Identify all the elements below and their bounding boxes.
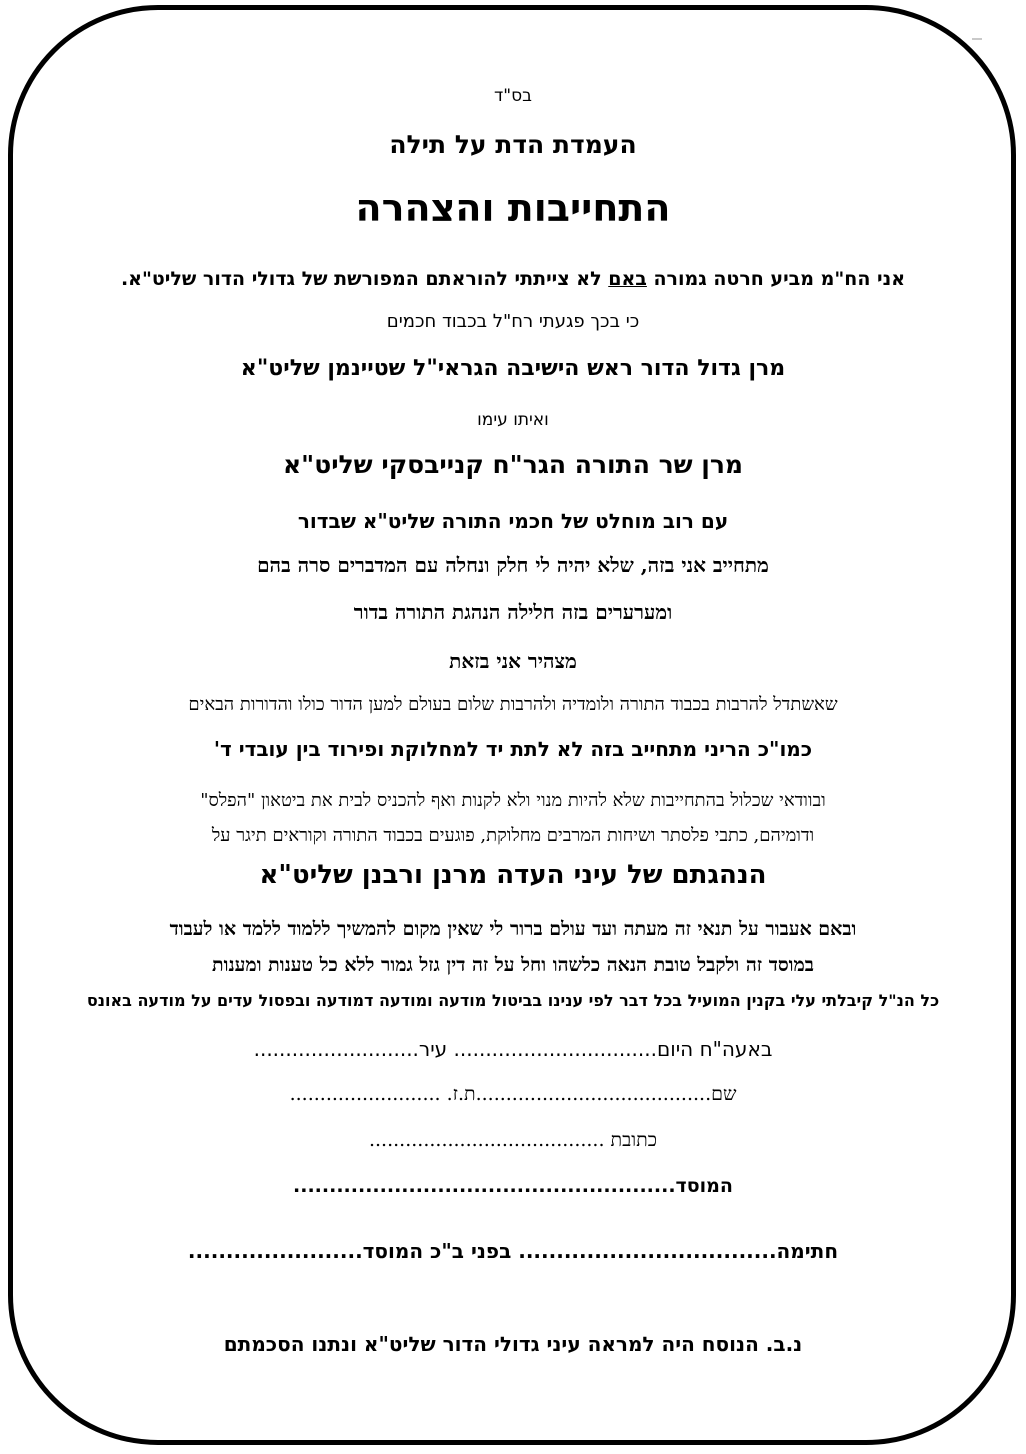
- paragraph-rabbi-kanievsky: מרן שר התורה הגר"ח קנייבסקי שליט"א: [282, 450, 744, 479]
- form-line-date-city: באעה"ח היום................................ עיר..........................: [253, 1037, 773, 1061]
- paragraph-kinyan: כל הנ"ל קיבלתי עלי בקנין המועיל בכל דבר לפי ענינו בביטול מודעה ומודעה דמודעה ובפסול עדים על מודעה באונס: [86, 991, 940, 1010]
- scan-artifact: [972, 38, 982, 40]
- paragraph-hapeles: [70, 783, 956, 853]
- paragraph-rabbi-steinman: מרן גדול הדור ראש הישיבה הגראי"ל שטיינמן שליט"א: [240, 356, 786, 381]
- bsd-header: בס"ד: [494, 86, 532, 106]
- paragraph-and-with-him: ואיתו עימו: [477, 410, 549, 430]
- paragraph-hapeles-line1: ובוודאי שכלול בהתחייבות שלא להיות מנוי ולא לקנות ואף להכניס לבית את ביטאון "הפלס": [200, 790, 826, 811]
- paragraph-regret-post: לא צייתתי להוראתם המפורשת של גדולי הדור שליט"א.: [120, 268, 609, 290]
- paragraph-strive-honor: שאשתדל להרבות בכבוד התורה ולומדיה ולהרבות שלום בעולם למען הדור כולו והדורות הבאים: [188, 694, 838, 715]
- paragraph-commitment-no-part: מתחייב אני בזה, שלא יהיה לי חלק ונחלה עם המדברים סרה בהם: [257, 553, 769, 577]
- paragraph-regret-pre: אני הח"מ מביע חרטה גמורה: [646, 268, 906, 290]
- paragraph-no-dispute: כמו"כ הריני מתחייב בזה לא לתת יד למחלוקת ופירוד בין עובדי ד': [213, 737, 813, 761]
- paragraph-majority-sages: עם רוב מוחלט של חכמי התורה שליט"א שבדור: [297, 509, 729, 533]
- form-line-address: כתובת .......................................: [368, 1129, 658, 1151]
- underlined-word-if: באם: [608, 268, 647, 290]
- document-title: התחייבות והצהרה: [355, 186, 671, 230]
- footnote-approval: נ.ב. הנוסח היה למראה עיני גדולי הדור שליט"א ונתנו הסכמתם: [223, 1332, 803, 1356]
- paragraph-violation-line2: במוסד זה ולקבל טובת הנאה כלשהו וחל על זה דין גזל גמור ללא כל טענות ומענות: [212, 954, 814, 976]
- paragraph-violation-line1: ובאם אעבור על תנאי זה מעתה ועד עולם ברור לי שאין מקום להמשיך ללמוד ללמד או לעבוד: [169, 918, 857, 940]
- heading-leadership: הנהגתם של עיני העדה מרנן ורבנן שליט"א: [259, 860, 767, 890]
- paragraph-undermining: ומערערים בזה חלילה הנהגת התורה בדור: [353, 600, 673, 624]
- paragraph-violation-consequence: [70, 911, 956, 983]
- form-line-signature: חתימה.................................. בפני ב"כ המוסד.......................: [187, 1239, 839, 1263]
- form-line-name-id: שם.......................................ת.ז. .........................: [289, 1083, 737, 1105]
- paragraph-hapeles-line2: ודומיהם, כתבי פלסתר ושיחות המרבים מחלוקת, פוגעים בכבוד התורה וקוראים תיגר על: [211, 825, 815, 846]
- paragraph-offense: כי בכך פגעתי רח"ל בכבוד חכמים: [386, 311, 640, 332]
- form-line-institution: המוסד.....................................................: [293, 1175, 733, 1197]
- document-subtitle: העמדת הדת על תילה: [389, 130, 637, 159]
- paragraph-declare: מצהיר אני בזאת: [449, 649, 577, 673]
- paragraph-regret-statement: [70, 268, 956, 290]
